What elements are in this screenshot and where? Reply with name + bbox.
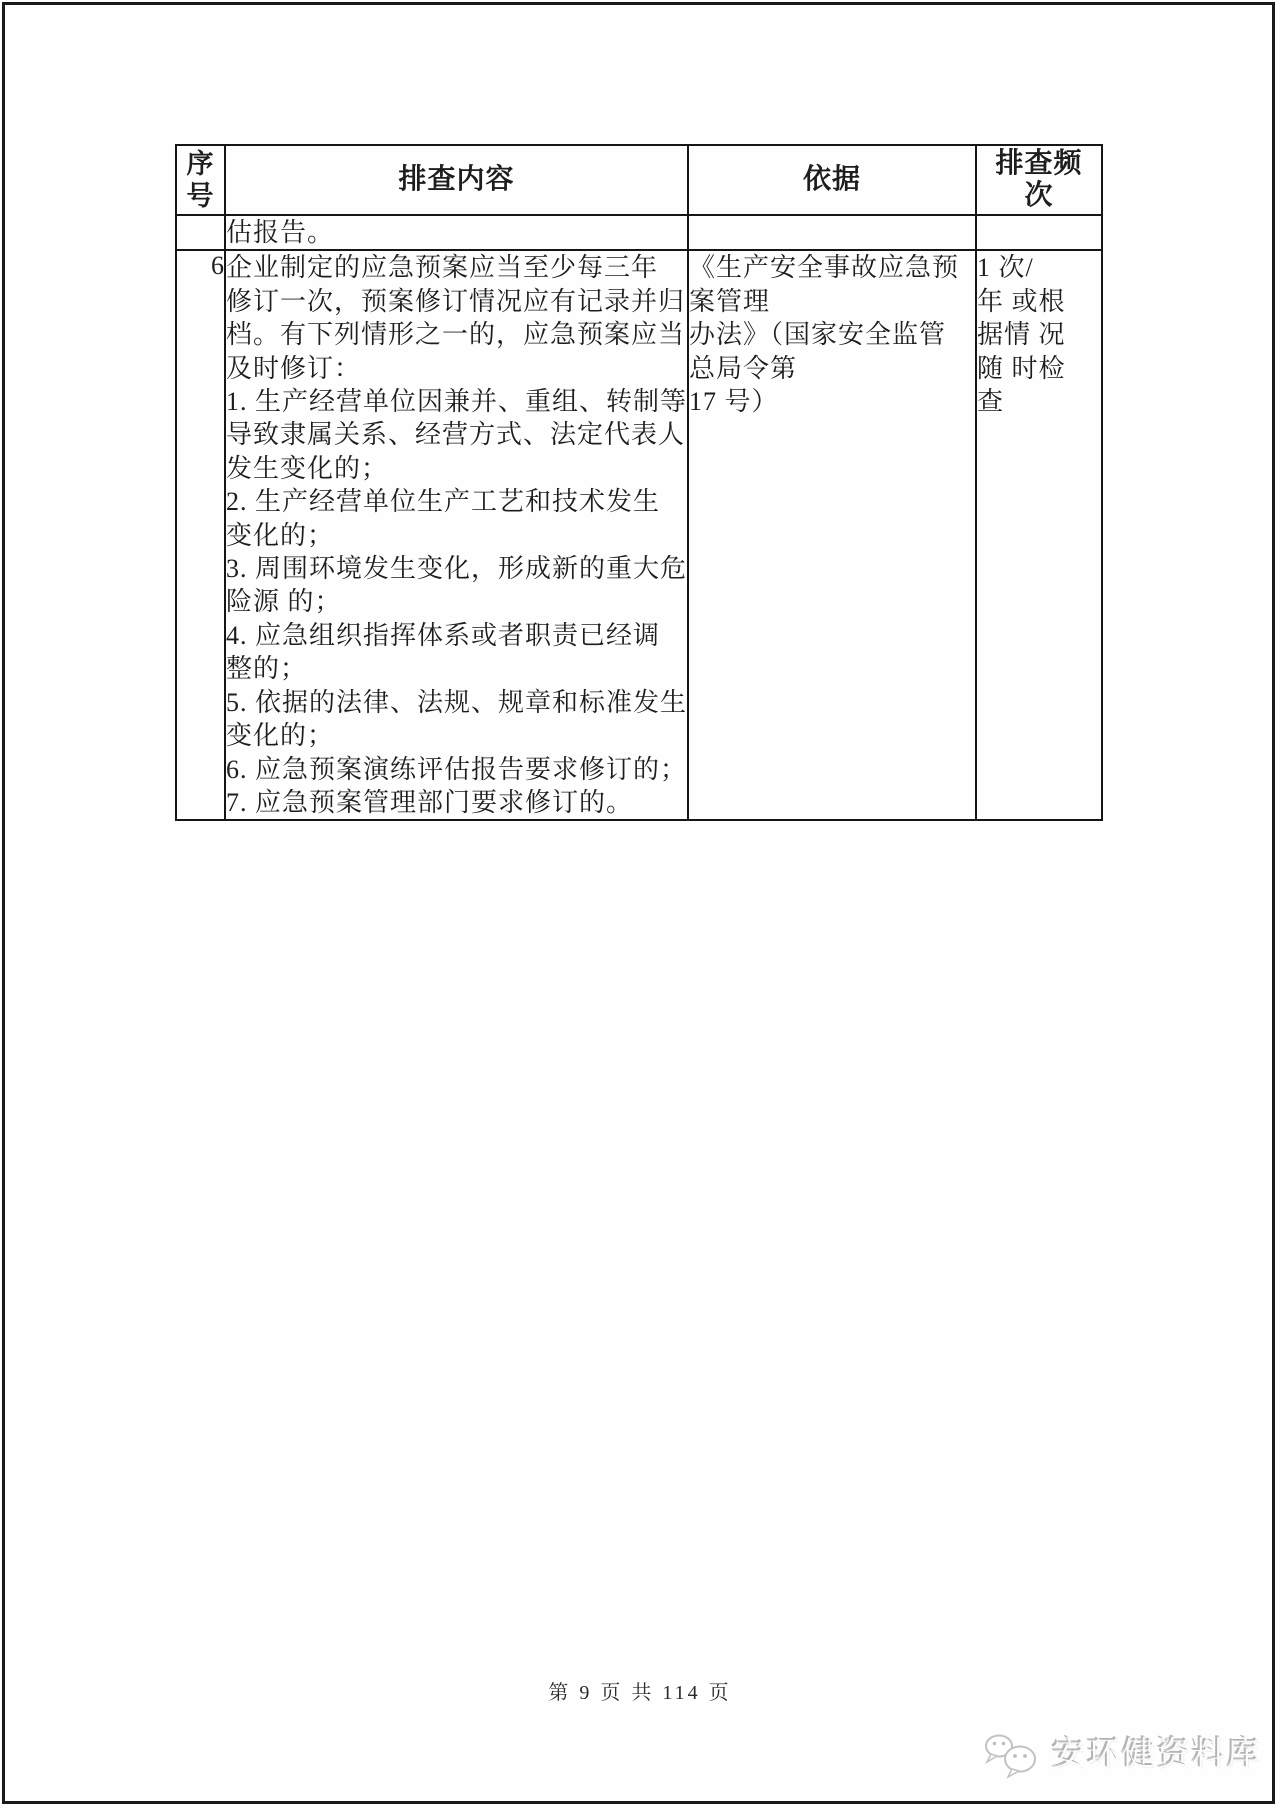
frequency-cell — [976, 250, 1102, 820]
content-cell — [225, 250, 688, 820]
text-line: 险源 的； — [226, 587, 342, 617]
frequency-cell — [976, 215, 1102, 250]
text-line: 依据 — [803, 164, 862, 195]
text-line: 排查内容 — [398, 164, 515, 195]
content-cell — [225, 215, 688, 250]
header-inspection-frequency — [976, 145, 1102, 215]
text-line: 变化的； — [226, 721, 335, 751]
text-line: 1 次/ — [977, 253, 1034, 283]
serial-cell: 6 — [176, 250, 225, 820]
text-line: 查 — [977, 387, 1005, 417]
text-line: 排查频 — [995, 148, 1083, 179]
text-line: 5. 依据的法律、法规、规章和标准发生 — [226, 687, 688, 717]
text-line: 号 — [186, 181, 215, 211]
text-line: 变化的； — [226, 520, 335, 550]
text-line: 《生产安全事故应急预 — [689, 253, 960, 283]
basis-cell — [688, 215, 976, 250]
table-header-row — [176, 145, 1102, 215]
inspection-table — [175, 144, 1103, 821]
text-line: 估报告。 — [226, 218, 335, 247]
text-line: 案管理 — [689, 286, 771, 316]
text-line: 次 — [1024, 180, 1054, 211]
text-line: 档。有下列情形之一的，应急预案应当 — [226, 320, 686, 350]
table-row — [176, 215, 1102, 250]
text-line: 序 — [186, 149, 215, 179]
basis-cell — [688, 250, 976, 820]
chat-bubbles-logo-icon — [982, 1733, 1044, 1786]
text-line: 导致隶属关系、经营方式、法定代表人 — [226, 420, 686, 450]
text-line: 修订一次，预案修订情况应有记录并归 — [226, 286, 686, 316]
text-line: 整的； — [226, 654, 308, 684]
table-row — [176, 250, 1102, 820]
text-line: 17 号） — [689, 387, 779, 417]
text-line: 发生变化的； — [226, 453, 389, 483]
header-serial-number — [176, 145, 225, 215]
text-line: 4. 应急组织指挥体系或者职责已经调 — [226, 620, 661, 650]
text-line: 7. 应急预案管理部门要求修订的。 — [226, 787, 634, 817]
text-line: 及时修订： — [226, 353, 362, 383]
page-number-footer: 第 9 页 共 114 页 — [548, 1682, 732, 1704]
text-line: 3. 周围环境发生变化，形成新的重大危 — [226, 554, 688, 584]
text-line: 总局令第 — [689, 353, 798, 383]
header-inspection-content — [225, 145, 688, 215]
text-line: 办法》（国家安全监管 — [689, 320, 947, 350]
watermark-label: 安环健资料库 — [1052, 1737, 1262, 1773]
header-basis — [688, 145, 976, 215]
watermark — [982, 1733, 1262, 1786]
text-line: 6. 应急预案演练评估报告要求修订的； — [226, 754, 688, 784]
text-line: 据情 况 — [977, 320, 1066, 350]
serial-cell — [176, 215, 225, 250]
text-line: 随 时检 — [977, 353, 1066, 383]
text-line: 企业制定的应急预案应当至少每三年 — [226, 253, 659, 283]
text-line: 年 或根 — [977, 286, 1066, 316]
text-line: 2. 生产经营单位生产工艺和技术发生 — [226, 487, 661, 517]
text-line: 1. 生产经营单位因兼并、重组、转制等 — [226, 387, 688, 417]
